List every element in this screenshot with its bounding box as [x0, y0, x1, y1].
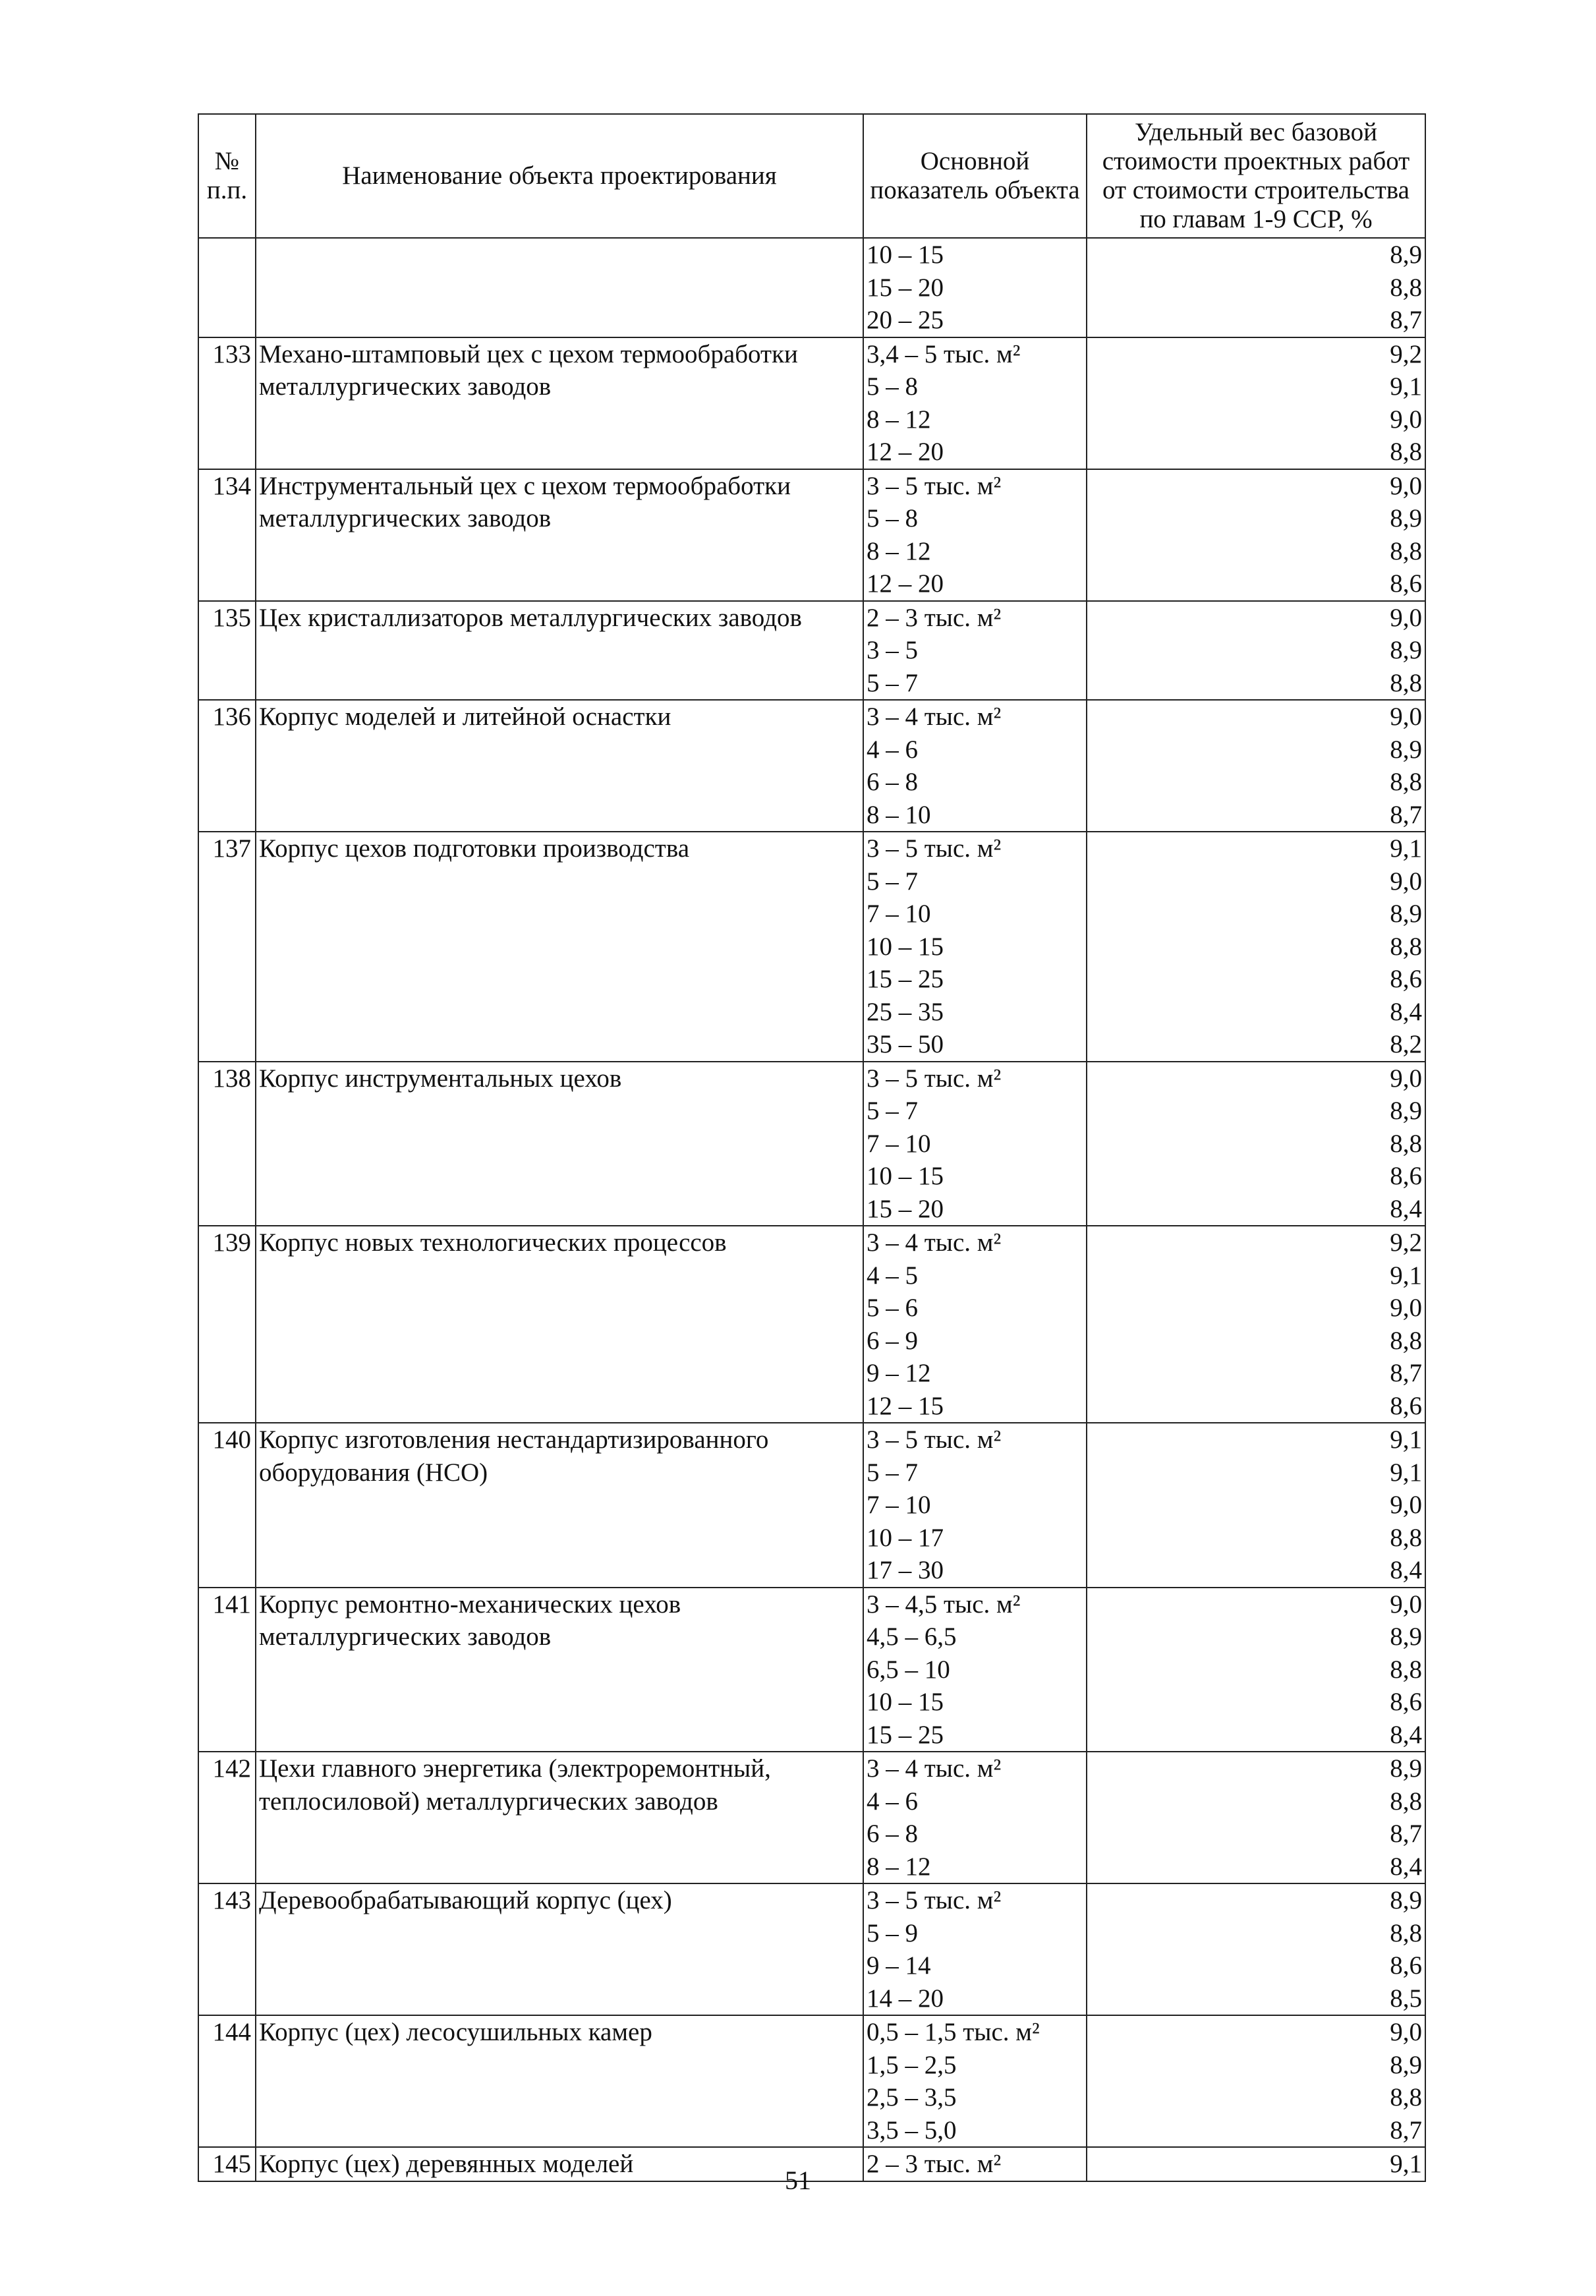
- row-num: 143: [198, 1883, 256, 2015]
- row-name: Корпус изготовления нестандартизированного оборудования (НСО): [256, 1423, 863, 1588]
- value-line: 8,8: [1390, 2083, 1422, 2111]
- indicator-line: 10 – 15: [867, 932, 944, 961]
- indicator-line: 2 – 3 тыс. м²: [867, 603, 1002, 632]
- value-line: 8,9: [1390, 1886, 1422, 1914]
- value-line: 8,6: [1390, 1162, 1422, 1190]
- indicator-line: 0,5 – 1,5 тыс. м²: [867, 2018, 1040, 2046]
- value-line: 9,0: [1390, 867, 1422, 896]
- value-line: 8,8: [1390, 1523, 1422, 1552]
- indicator-line: 5 – 9: [867, 1918, 918, 1947]
- value-line: 9,2: [1390, 1228, 1422, 1257]
- indicator-line: 3,4 – 5 тыс. м²: [867, 339, 1021, 368]
- indicator-line: 3 – 4 тыс. м²: [867, 1754, 1002, 1783]
- value-line: 8,4: [1390, 1852, 1422, 1881]
- row-name: Механо-штамповый цех с цехом термообработки металлургических заводов: [256, 337, 863, 469]
- indicator-line: 7 – 10: [867, 1491, 931, 1519]
- indicator-line: 2 – 3 тыс. м²: [867, 2150, 1002, 2178]
- indicator-line: 12 – 20: [867, 438, 944, 466]
- indicator-line: 14 – 20: [867, 1984, 944, 2013]
- indicator-line: 7 – 10: [867, 900, 931, 928]
- row-num: 138: [198, 1062, 256, 1226]
- row-values: [1087, 832, 1425, 1062]
- row-indicators: [863, 337, 1087, 469]
- value-line: 8,9: [1390, 1754, 1422, 1783]
- value-line: 9,1: [1390, 1425, 1422, 1454]
- table-row: [198, 832, 1425, 1062]
- value-line: 8,8: [1390, 438, 1422, 466]
- indicator-line: 5 – 7: [867, 867, 918, 896]
- row-values: [1087, 1883, 1425, 2015]
- indicator-line: 5 – 8: [867, 372, 918, 401]
- value-line: 9,0: [1390, 703, 1422, 731]
- value-line: 8,8: [1390, 668, 1422, 697]
- table-row-continuation: [198, 238, 1425, 337]
- indicator-line: 4 – 5: [867, 1261, 918, 1290]
- indicator-line: 10 – 15: [867, 241, 944, 269]
- indicator-line: 5 – 8: [867, 504, 918, 532]
- row-values: [1087, 1226, 1425, 1423]
- table-row: [198, 700, 1425, 832]
- table-row: [198, 1062, 1425, 1226]
- value-line: 8,9: [1390, 636, 1422, 664]
- row-indicators: [863, 2015, 1087, 2147]
- indicator-line: 12 – 15: [867, 1391, 944, 1420]
- value-line: 8,9: [1390, 241, 1422, 269]
- value-line: 9,0: [1390, 603, 1422, 632]
- row-values: [1087, 700, 1425, 832]
- indicator-line: 3 – 5: [867, 636, 918, 664]
- row-indicators: [863, 238, 1087, 337]
- indicator-line: 6 – 8: [867, 768, 918, 796]
- indicator-line: 5 – 6: [867, 1294, 918, 1322]
- row-name: Корпус новых технологических процессов: [256, 1226, 863, 1423]
- indicator-line: 4,5 – 6,5: [867, 1622, 957, 1651]
- value-line: 8,6: [1390, 965, 1422, 993]
- value-line: 8,5: [1390, 1984, 1422, 2013]
- row-name: Деревообрабатывающий корпус (цех): [256, 1883, 863, 2015]
- value-line: 8,8: [1390, 932, 1422, 961]
- row-values: [1087, 1588, 1425, 1752]
- row-indicators: [863, 1226, 1087, 1423]
- indicator-line: 8 – 12: [867, 1852, 931, 1881]
- value-line: 8,9: [1390, 504, 1422, 532]
- table-row: [198, 1883, 1425, 2015]
- value-line: 9,1: [1390, 834, 1422, 863]
- value-line: 8,9: [1390, 2050, 1422, 2079]
- value-line: 8,8: [1390, 273, 1422, 302]
- header-name: Наименование объекта проектирования: [256, 114, 863, 238]
- indicator-line: 2,5 – 3,5: [867, 2083, 957, 2111]
- row-values: [1087, 1062, 1425, 1226]
- value-line: 9,0: [1390, 405, 1422, 434]
- row-indicators: [863, 1062, 1087, 1226]
- table-body: [198, 238, 1425, 2181]
- value-line: 8,4: [1390, 997, 1422, 1026]
- indicator-line: 10 – 17: [867, 1523, 944, 1552]
- row-values: [1087, 337, 1425, 469]
- value-line: 8,6: [1390, 569, 1422, 598]
- indicator-line: 15 – 20: [867, 273, 944, 302]
- value-line: 9,1: [1390, 372, 1422, 401]
- row-values: [1087, 601, 1425, 701]
- row-name: Цех кристаллизаторов металлургических заводов: [256, 601, 863, 701]
- value-line: 8,8: [1390, 536, 1422, 565]
- row-num: 135: [198, 601, 256, 701]
- value-line: 8,9: [1390, 735, 1422, 764]
- value-line: 9,1: [1390, 1261, 1422, 1290]
- indicator-line: 6 – 9: [867, 1326, 918, 1355]
- indicator-line: 25 – 35: [867, 997, 944, 1026]
- value-line: 8,8: [1390, 1326, 1422, 1355]
- value-line: 8,2: [1390, 1030, 1422, 1058]
- indicator-line: 4 – 6: [867, 735, 918, 764]
- table-row: [198, 469, 1425, 601]
- value-line: 8,8: [1390, 1129, 1422, 1158]
- row-values: [1087, 469, 1425, 601]
- indicator-line: 10 – 15: [867, 1162, 944, 1190]
- indicator-line: 5 – 7: [867, 1458, 918, 1487]
- indicator-line: 6,5 – 10: [867, 1655, 950, 1684]
- table-row: [198, 601, 1425, 701]
- row-name: Корпус (цех) лесосушильных камер: [256, 2015, 863, 2147]
- value-line: 8,9: [1390, 1622, 1422, 1651]
- row-values: [1087, 2015, 1425, 2147]
- row-indicators: [863, 469, 1087, 601]
- value-line: 8,4: [1390, 1556, 1422, 1584]
- row-num: 142: [198, 1752, 256, 1883]
- row-name: Цехи главного энергетика (электроремонтный, теплосиловой) металлургических заводов: [256, 1752, 863, 1883]
- value-line: 9,0: [1390, 1064, 1422, 1093]
- row-num: 133: [198, 337, 256, 469]
- value-line: 8,9: [1390, 1097, 1422, 1125]
- indicator-line: 15 – 20: [867, 1194, 944, 1223]
- row-values: [1087, 238, 1425, 337]
- indicator-line: 17 – 30: [867, 1556, 944, 1584]
- row-values: [1087, 1752, 1425, 1883]
- header-share: Удельный вес базовой стоимости проектных работ от стоимости строительства по главам 1-9 ССР, %: [1087, 114, 1425, 238]
- indicator-line: 6 – 8: [867, 1820, 918, 1848]
- value-line: 8,7: [1390, 800, 1422, 829]
- indicator-line: 9 – 14: [867, 1951, 931, 1980]
- indicator-line: 20 – 25: [867, 306, 944, 334]
- indicator-line: 8 – 12: [867, 405, 931, 434]
- value-line: 9,0: [1390, 471, 1422, 500]
- row-num: 137: [198, 832, 256, 1062]
- row-name: Корпус ремонтно-механических цехов металлургических заводов: [256, 1588, 863, 1752]
- row-num: 141: [198, 1588, 256, 1752]
- row-indicators: [863, 700, 1087, 832]
- indicator-line: 3 – 5 тыс. м²: [867, 1064, 1002, 1093]
- row-num: 144: [198, 2015, 256, 2147]
- indicator-line: 1,5 – 2,5: [867, 2050, 957, 2079]
- row-name: [256, 238, 863, 337]
- value-line: 8,7: [1390, 306, 1422, 334]
- value-line: 9,1: [1390, 2150, 1422, 2178]
- value-line: 8,6: [1390, 1688, 1422, 1716]
- table-row: [198, 1588, 1425, 1752]
- price-share-table: [198, 113, 1426, 2182]
- value-line: 8,6: [1390, 1951, 1422, 1980]
- table-row: [198, 337, 1425, 469]
- value-line: 8,7: [1390, 1820, 1422, 1848]
- value-line: 8,4: [1390, 1720, 1422, 1749]
- value-line: 8,9: [1390, 900, 1422, 928]
- row-indicators: [863, 601, 1087, 701]
- row-num: 136: [198, 700, 256, 832]
- value-line: 9,0: [1390, 1294, 1422, 1322]
- value-line: 8,7: [1390, 2115, 1422, 2144]
- indicator-line: 12 – 20: [867, 569, 944, 598]
- indicator-line: 7 – 10: [867, 1129, 931, 1158]
- indicator-line: 3 – 5 тыс. м²: [867, 1425, 1002, 1454]
- indicator-line: 35 – 50: [867, 1030, 944, 1058]
- row-indicators: [863, 832, 1087, 1062]
- row-name: Корпус моделей и литейной оснастки: [256, 700, 863, 832]
- indicator-line: 9 – 12: [867, 1359, 931, 1387]
- indicator-line: 3 – 4 тыс. м²: [867, 703, 1002, 731]
- value-line: 8,8: [1390, 1918, 1422, 1947]
- indicator-line: 8 – 12: [867, 536, 931, 565]
- row-values: [1087, 1423, 1425, 1588]
- table-row: [198, 1226, 1425, 1423]
- row-name: Инструментальный цех с цехом термообработки металлургических заводов: [256, 469, 863, 601]
- row-num: [198, 238, 256, 337]
- page-number: 51: [785, 2166, 811, 2195]
- row-name: Корпус инструментальных цехов: [256, 1062, 863, 1226]
- header-indicator: Основной показатель объекта: [863, 114, 1087, 238]
- indicator-line: 15 – 25: [867, 1720, 944, 1749]
- table-row: [198, 2015, 1425, 2147]
- row-indicators: [863, 1423, 1087, 1588]
- value-line: 8,8: [1390, 768, 1422, 796]
- value-line: 9,0: [1390, 1491, 1422, 1519]
- indicator-line: 3,5 – 5,0: [867, 2115, 957, 2144]
- value-line: 8,7: [1390, 1359, 1422, 1387]
- indicator-line: 8 – 10: [867, 800, 931, 829]
- row-indicators: [863, 1752, 1087, 1883]
- table-header-row: [198, 114, 1425, 238]
- indicator-line: 4 – 6: [867, 1787, 918, 1816]
- indicator-line: 3 – 5 тыс. м²: [867, 834, 1002, 863]
- indicator-line: 3 – 4,5 тыс. м²: [867, 1590, 1021, 1619]
- value-line: 8,6: [1390, 1391, 1422, 1420]
- value-line: 9,0: [1390, 2018, 1422, 2046]
- row-num: 134: [198, 469, 256, 601]
- value-line: 9,0: [1390, 1590, 1422, 1619]
- row-num: 145: [198, 2147, 256, 2181]
- row-name: Корпус цехов подготовки производства: [256, 832, 863, 1062]
- value-line: 8,8: [1390, 1787, 1422, 1816]
- row-name: Корпус (цех) деревянных моделей: [256, 2147, 863, 2181]
- table-row: [198, 1752, 1425, 1883]
- indicator-line: 5 – 7: [867, 668, 918, 697]
- value-line: 9,1: [1390, 1458, 1422, 1487]
- row-num: 140: [198, 1423, 256, 1588]
- row-indicators: [863, 1883, 1087, 2015]
- value-line: 8,4: [1390, 1194, 1422, 1223]
- indicator-line: 3 – 5 тыс. м²: [867, 1886, 1002, 1914]
- header-num: № п.п.: [198, 114, 256, 238]
- indicator-line: 15 – 25: [867, 965, 944, 993]
- indicator-line: 5 – 7: [867, 1097, 918, 1125]
- row-indicators: [863, 1588, 1087, 1752]
- table-row: [198, 1423, 1425, 1588]
- indicator-line: 10 – 15: [867, 1688, 944, 1716]
- value-line: 9,2: [1390, 339, 1422, 368]
- value-line: 8,8: [1390, 1655, 1422, 1684]
- indicator-line: 3 – 5 тыс. м²: [867, 471, 1002, 500]
- indicator-line: 3 – 4 тыс. м²: [867, 1228, 1002, 1257]
- row-num: 139: [198, 1226, 256, 1423]
